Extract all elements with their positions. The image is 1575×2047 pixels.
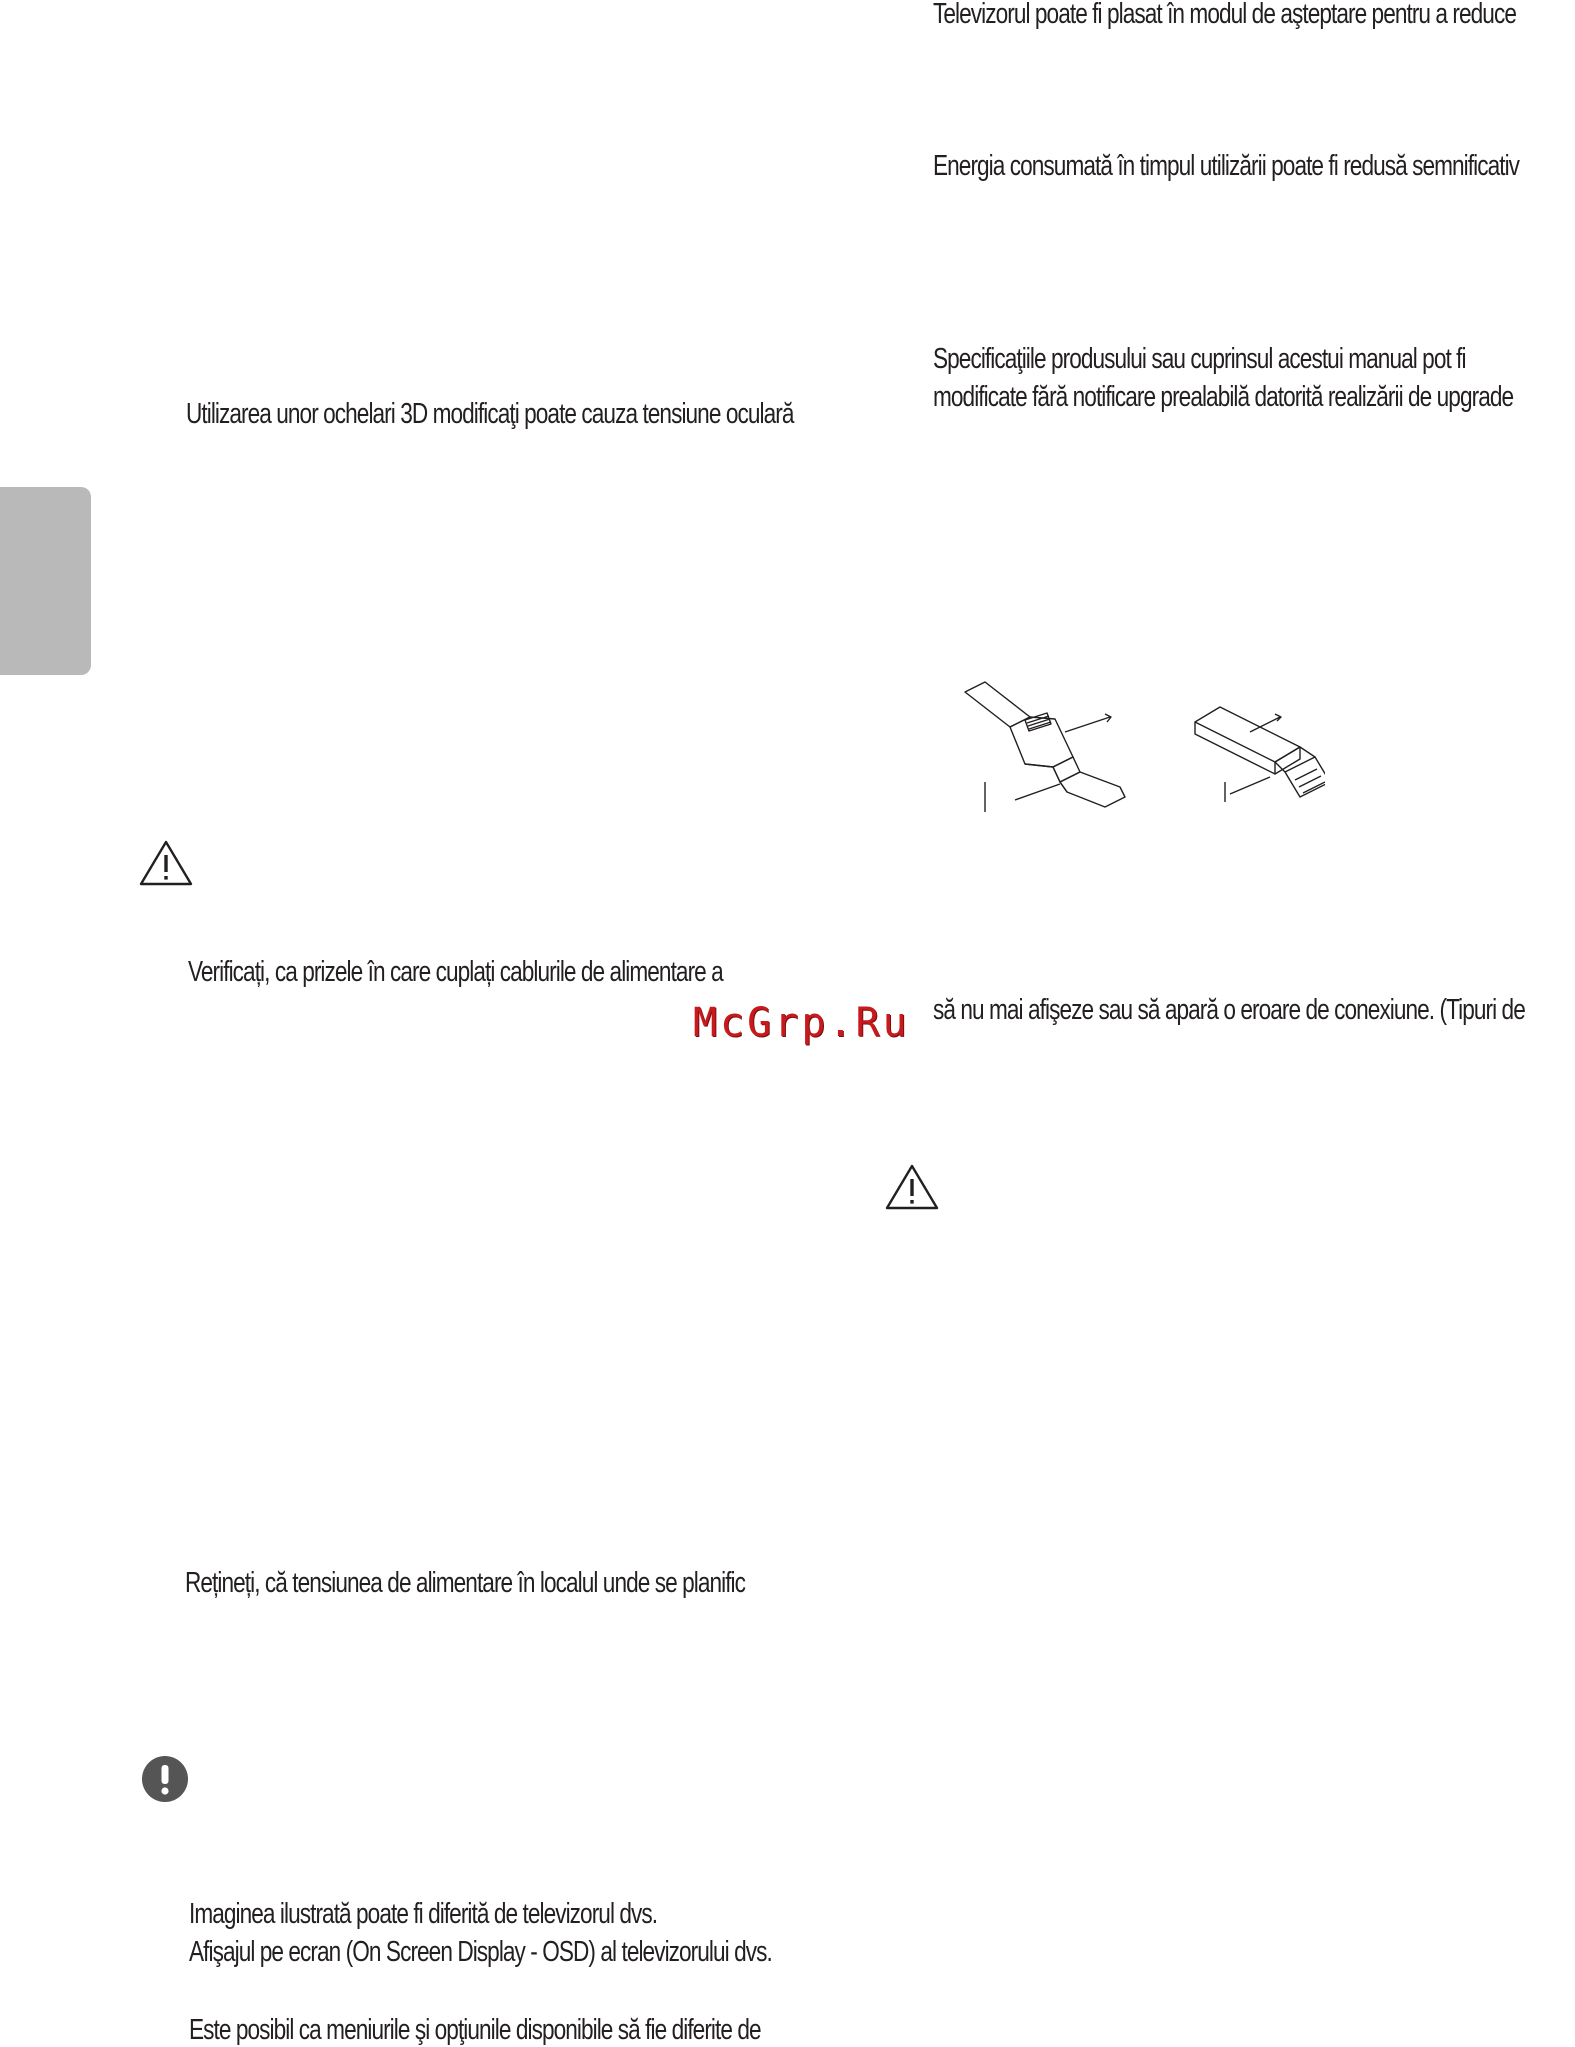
chapter-side-tab — [0, 487, 91, 675]
text-energy: Energia consumată în timpul utilizării poate fi redusă semnificativ — [933, 150, 1520, 182]
text-menus-options: Este posibil ca meniurile şi opţiunile disponibile să fie diferite de — [189, 2014, 761, 2046]
text-check-sockets: Verificați, ca prizele în care cuplați cablurile de alimentare a — [188, 956, 723, 988]
watermark-text: McGrp.Ru — [693, 1000, 910, 1046]
text-specifications-1: Specificaţiile produsului sau cuprinsul acestui manual pot fi — [933, 343, 1466, 375]
exclamation-circle-icon — [141, 1755, 189, 1803]
text-connection-error: să nu mai afişeze sau să apară o eroare de conexiune. (Tipuri de — [933, 994, 1525, 1026]
text-standby: Televizorul poate fi plasat în modul de aşteptare pentru a reduce — [933, 0, 1516, 30]
warning-triangle-icon — [138, 839, 194, 887]
text-supply-voltage: Rețineți, că tensiunea de alimentare în localul unde se planific — [185, 1567, 746, 1599]
text-image-differs: Imaginea ilustrată poate fi diferită de televizorul dvs. — [189, 1898, 658, 1930]
connector-illustration — [955, 672, 1325, 812]
usb-plug-drawing — [1195, 707, 1325, 802]
warning-triangle-icon — [884, 1163, 940, 1211]
hdmi-plug-drawing — [965, 682, 1125, 812]
text-3d-glasses: Utilizarea unor ochelari 3D modificaţi poate cauza tensiune oculară — [186, 398, 794, 430]
text-osd: Afişajul pe ecran (On Screen Display - OSD) al televizorului dvs. — [189, 1936, 772, 1968]
text-specifications-2: modificate fără notificare prealabilă datorită realizării de upgrade — [933, 381, 1514, 413]
